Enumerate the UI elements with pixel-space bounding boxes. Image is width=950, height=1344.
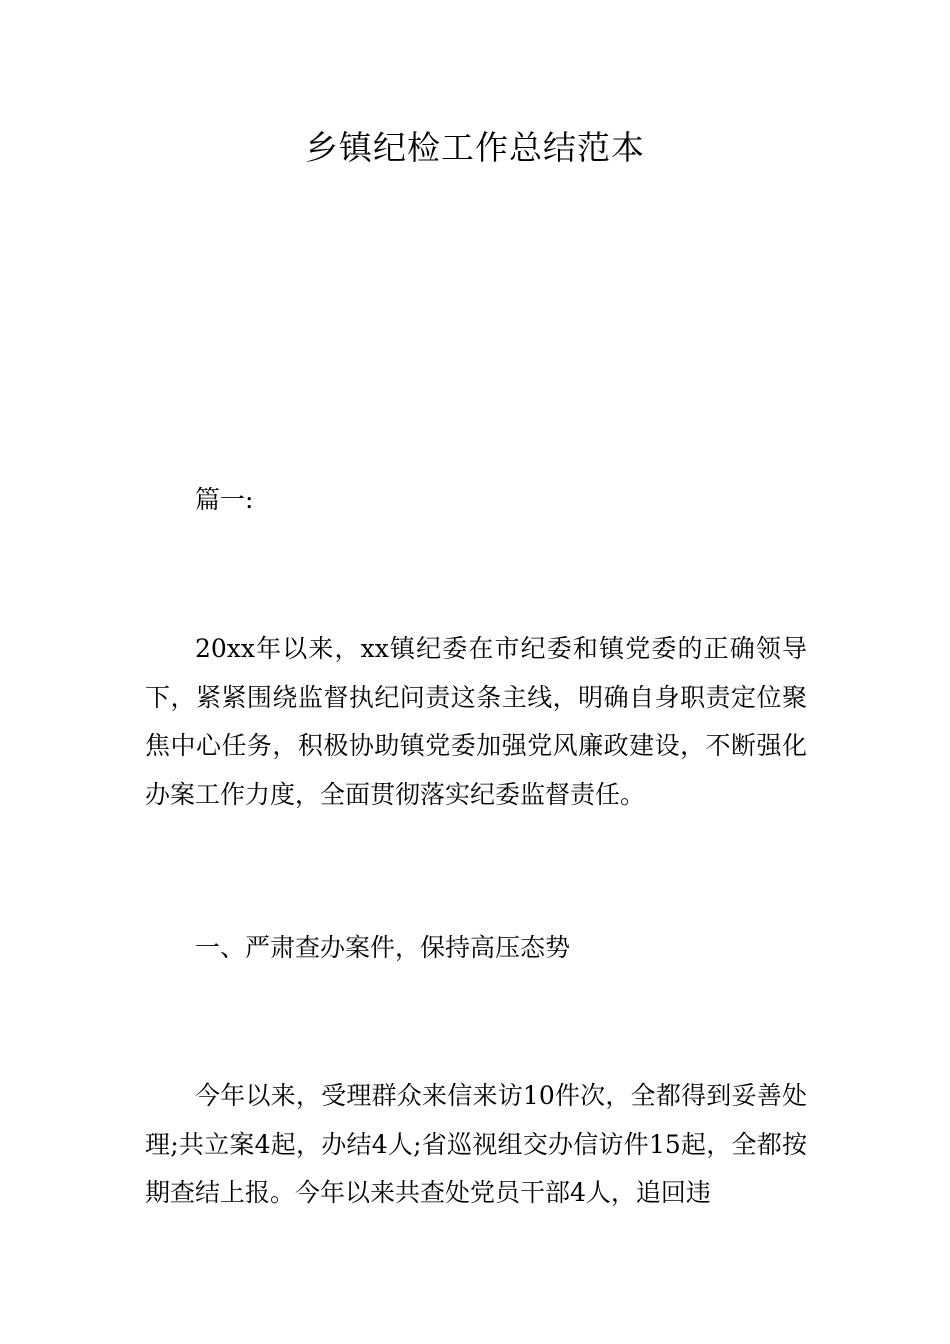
section-heading-1: 一、严肃查办案件，保持高压态势 (195, 933, 571, 962)
intro-paragraph: 20xx年以来，xx镇纪委在市纪委和镇党委的正确领导下，紧紧围绕监督执纪问责这条主线，明确自身职责定位聚焦中心任务，积极协助镇党委加强党风廉政建设，不断强化办案工作力度，全面贯彻落实纪委监督责任。 (145, 634, 807, 809)
section-label: 篇一: (195, 485, 254, 514)
section-body-1: 今年以来，受理群众来信来访10件次，全都得到妥善处理;共立案4起，办结4人;省巡视组交办信访件15起，全都按期查结上报。今年以来共查处党员干部4人，追回违 (145, 1081, 807, 1207)
document-title: 乡镇纪检工作总结范本 (305, 128, 645, 167)
